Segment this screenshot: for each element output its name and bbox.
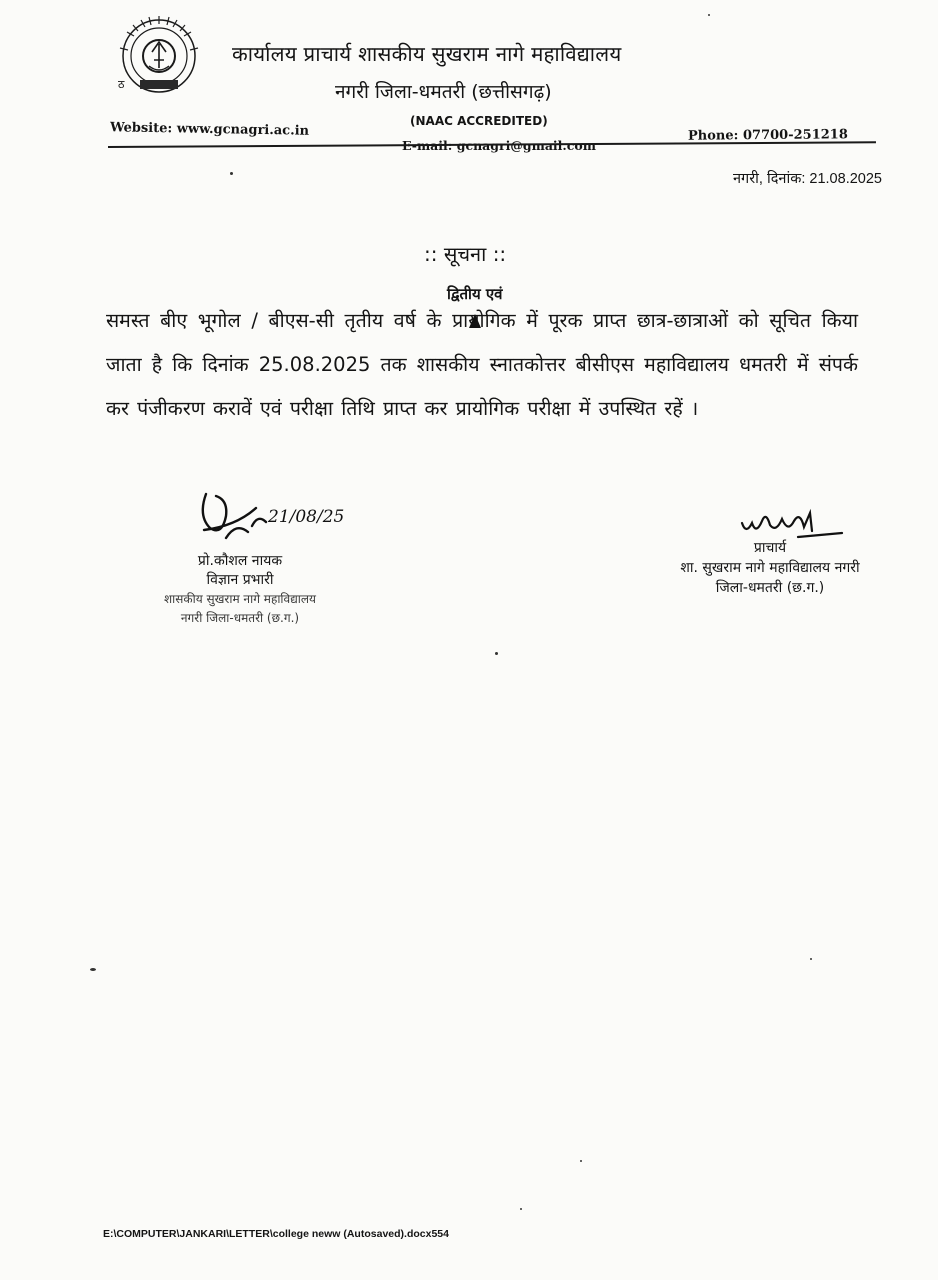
scan-speck [90, 968, 96, 971]
scan-speck [580, 1160, 582, 1162]
scan-speck [708, 14, 710, 16]
notice-heading: :: सूचना :: [424, 242, 507, 266]
handwritten-insertion: द्वितीय एवं [447, 285, 503, 303]
website-link[interactable]: Website: www.gcnagri.ac.in [109, 120, 310, 139]
right-signatory-org: शा. सुखराम नागे महाविद्यालय नगरी [680, 560, 860, 576]
left-signatory-designation: विज्ञान प्रभारी [206, 572, 274, 588]
right-signatory-block [660, 538, 880, 598]
handwritten-signature-left [196, 486, 346, 552]
left-signatory-block [160, 552, 320, 628]
email-link[interactable]: E-mail: gcnagri@gmail.com [402, 138, 596, 153]
scan-speck [810, 958, 812, 960]
institution-title: कार्यालय प्राचार्य शासकीय सुखराम नागे महाविद्यालय [232, 42, 622, 66]
scan-speck [495, 652, 498, 655]
scan-speck [230, 172, 233, 175]
document-file-path: E:\COMPUTER\JANKARI\LETTER\college neww (Autosaved).docx554 [103, 1228, 449, 1240]
scan-speck [520, 1208, 522, 1210]
left-signatory-place: नगरी जिला-धमतरी (छ.ग.) [180, 611, 300, 625]
naac-accreditation: (NAAC ACCREDITED) [410, 114, 548, 128]
institution-address: नगरी जिला-धमतरी (छत्तीसगढ़) [335, 81, 552, 103]
left-signatory-org: शासकीय सुखराम नागे महाविद्यालय [164, 592, 316, 606]
notice-body: समस्त बीए भूगोल / बीएस-सी तृतीय वर्ष के प्रायोगिक में पूरक प्राप्त छात्र-छात्राओं को सूचित किया जाता है कि दिनांक 25.08.2025 तक शासकीय स्नातकोत्तर बीसीएस महाविद्यालय धमतरी में संपर्क कर पंजीकरण करावें एवं परीक्षा तिथि प्राप्त कर प्रायोगिक परीक्षा में उपस्थित रहें । [106, 309, 858, 420]
signature-date: 21/08/25 [268, 507, 345, 527]
phone-number: Phone: 07700-251218 [687, 127, 848, 144]
right-signatory-title: प्राचार्य [753, 540, 787, 556]
svg-text:ठ: ठ [118, 78, 125, 91]
letter-date: नगरी, दिनांक: 21.08.2025 [733, 171, 882, 187]
college-seal-emblem-icon [112, 14, 206, 98]
right-signatory-place: जिला-धमतरी (छ.ग.) [715, 580, 825, 596]
left-signatory-name: प्रो.कौशल नायक [197, 553, 283, 569]
